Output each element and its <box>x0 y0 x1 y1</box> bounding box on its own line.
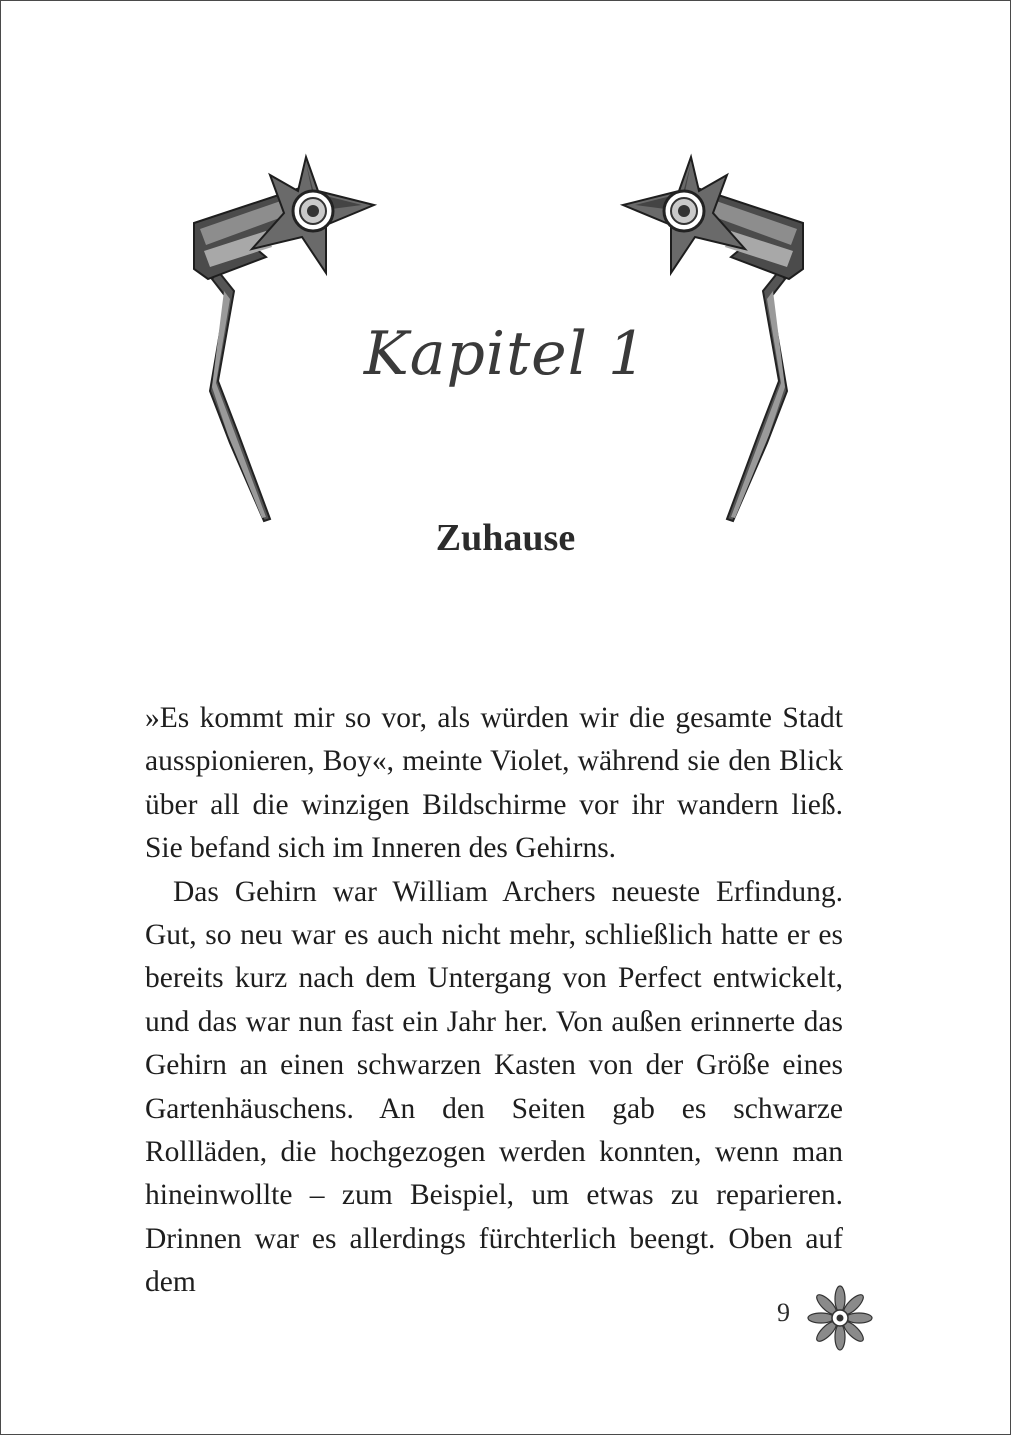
flower-icon <box>807 1285 873 1351</box>
chapter-title: Zuhause <box>435 517 576 559</box>
chapter-label: Kapitel 1 <box>363 319 648 389</box>
paragraph-1: »Es kommt mir so vor, als würden wir die gesamte Stadt ausspionieren, Boy«, meinte Violet, während sie den Blick über all die winzigen Bildschirme vor ihr wandern ließ. Sie befand sich im Inneren des Gehirns. <box>145 702 843 865</box>
body-text <box>145 697 843 1305</box>
page-number: 9 <box>777 1298 790 1327</box>
paragraph-2: Das Gehirn war William Archers neueste Erfindung. Gut, so neu war es auch nicht mehr, schließlich hatte er es bereits kurz nach dem Untergang von Perfect entwickelt, und das war nun fast ein Jahr her. Von außen erinnerte das Gehirn an einen schwarzen Kasten von der Größe eines Gartenhäuschens. An den Seiten gab es schwarze Rollläden, die hochgezogen werden konnten, wenn man hineinwollte – zum Beispiel, um etwas zu reparieren. Drinnen war es allerdings fürchterlich beengt. Oben auf dem <box>145 875 843 1299</box>
